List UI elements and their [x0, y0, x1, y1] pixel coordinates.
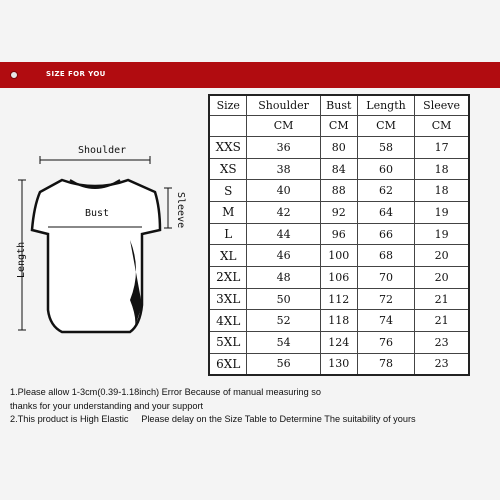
size-rows — [209, 115, 469, 375]
measure-cell: 58 — [357, 137, 414, 159]
table-row — [209, 288, 469, 310]
units-row — [209, 115, 469, 137]
sleeve-label: Sleeve — [175, 192, 186, 229]
measure-cell: 88 — [320, 180, 357, 202]
measure-cell: 124 — [320, 332, 357, 354]
notes-block — [10, 386, 490, 427]
unit-cell: CM — [357, 115, 414, 137]
measure-cell: 84 — [320, 158, 357, 180]
size-chart-table — [208, 94, 470, 376]
measure-cell: 19 — [415, 202, 469, 224]
shoulder-label: Shoulder — [78, 145, 127, 156]
unit-cell: CM — [247, 115, 320, 137]
measure-cell: 56 — [247, 353, 320, 375]
measure-cell: 23 — [415, 353, 469, 375]
measure-cell: 92 — [320, 202, 357, 224]
header-size: Size — [209, 95, 247, 115]
tshirt-diagram — [10, 130, 210, 360]
header-sleeve: Sleeve — [415, 95, 469, 115]
measure-cell: 60 — [357, 158, 414, 180]
measure-cell: 80 — [320, 137, 357, 159]
size-cell: 4XL — [209, 310, 247, 332]
measure-cell: 68 — [357, 245, 414, 267]
measure-cell: 76 — [357, 332, 414, 354]
measure-cell: 36 — [247, 137, 320, 159]
measure-cell: 52 — [247, 310, 320, 332]
table-row — [209, 202, 469, 224]
measure-cell: 19 — [415, 223, 469, 245]
size-banner — [0, 62, 500, 88]
note-line-1: 1.Please allow 1-3cm(0.39-1.18inch) Error Because of manual measuring so — [10, 387, 321, 397]
measure-cell: 20 — [415, 267, 469, 289]
measure-cell: 23 — [415, 332, 469, 354]
table-row — [209, 353, 469, 375]
size-cell: M — [209, 202, 247, 224]
measure-cell: 48 — [247, 267, 320, 289]
size-cell: XXS — [209, 137, 247, 159]
note-line-3: 2.This product is High Elastic Please delay on the Size Table to Determine The suitability of yours — [10, 414, 416, 424]
bust-label: Bust — [85, 208, 110, 219]
size-cell: XL — [209, 245, 247, 267]
measure-cell: 18 — [415, 180, 469, 202]
note-line-2: thanks for your understanding and your support — [10, 400, 204, 411]
unit-cell — [209, 115, 247, 137]
unit-cell: CM — [415, 115, 469, 137]
measure-cell: 46 — [247, 245, 320, 267]
table-row — [209, 245, 469, 267]
banner-bullet-icon — [10, 71, 18, 79]
measure-cell: 72 — [357, 288, 414, 310]
size-cell: XS — [209, 158, 247, 180]
measure-cell: 38 — [247, 158, 320, 180]
measure-cell: 62 — [357, 180, 414, 202]
measure-cell: 54 — [247, 332, 320, 354]
measure-cell: 112 — [320, 288, 357, 310]
table-row — [209, 332, 469, 354]
header-length: Length — [357, 95, 414, 115]
measure-cell: 64 — [357, 202, 414, 224]
size-cell: 5XL — [209, 332, 247, 354]
measure-cell: 17 — [415, 137, 469, 159]
tshirt-icon — [10, 130, 210, 360]
measure-cell: 21 — [415, 288, 469, 310]
size-cell: 2XL — [209, 267, 247, 289]
measure-cell: 130 — [320, 353, 357, 375]
measure-cell: 78 — [357, 353, 414, 375]
length-label: Length — [16, 241, 27, 278]
measure-cell: 50 — [247, 288, 320, 310]
table-row — [209, 267, 469, 289]
size-cell: L — [209, 223, 247, 245]
measure-cell: 106 — [320, 267, 357, 289]
table-row — [209, 137, 469, 159]
measure-cell: 70 — [357, 267, 414, 289]
measure-cell: 20 — [415, 245, 469, 267]
size-cell: S — [209, 180, 247, 202]
measure-cell: 118 — [320, 310, 357, 332]
unit-cell: CM — [320, 115, 357, 137]
measure-cell: 21 — [415, 310, 469, 332]
measure-cell: 74 — [357, 310, 414, 332]
table-row — [209, 310, 469, 332]
size-cell: 3XL — [209, 288, 247, 310]
header-shoulder: Shoulder — [247, 95, 320, 115]
measure-cell: 44 — [247, 223, 320, 245]
measure-cell: 100 — [320, 245, 357, 267]
measure-cell: 42 — [247, 202, 320, 224]
table-row — [209, 180, 469, 202]
table-row — [209, 158, 469, 180]
banner-title: SIZE FOR YOU — [46, 70, 106, 78]
measure-cell: 18 — [415, 158, 469, 180]
measure-cell: 96 — [320, 223, 357, 245]
table-header-row — [209, 95, 469, 115]
measure-cell: 66 — [357, 223, 414, 245]
measure-cell: 40 — [247, 180, 320, 202]
table-row — [209, 223, 469, 245]
size-cell: 6XL — [209, 353, 247, 375]
header-bust: Bust — [320, 95, 357, 115]
